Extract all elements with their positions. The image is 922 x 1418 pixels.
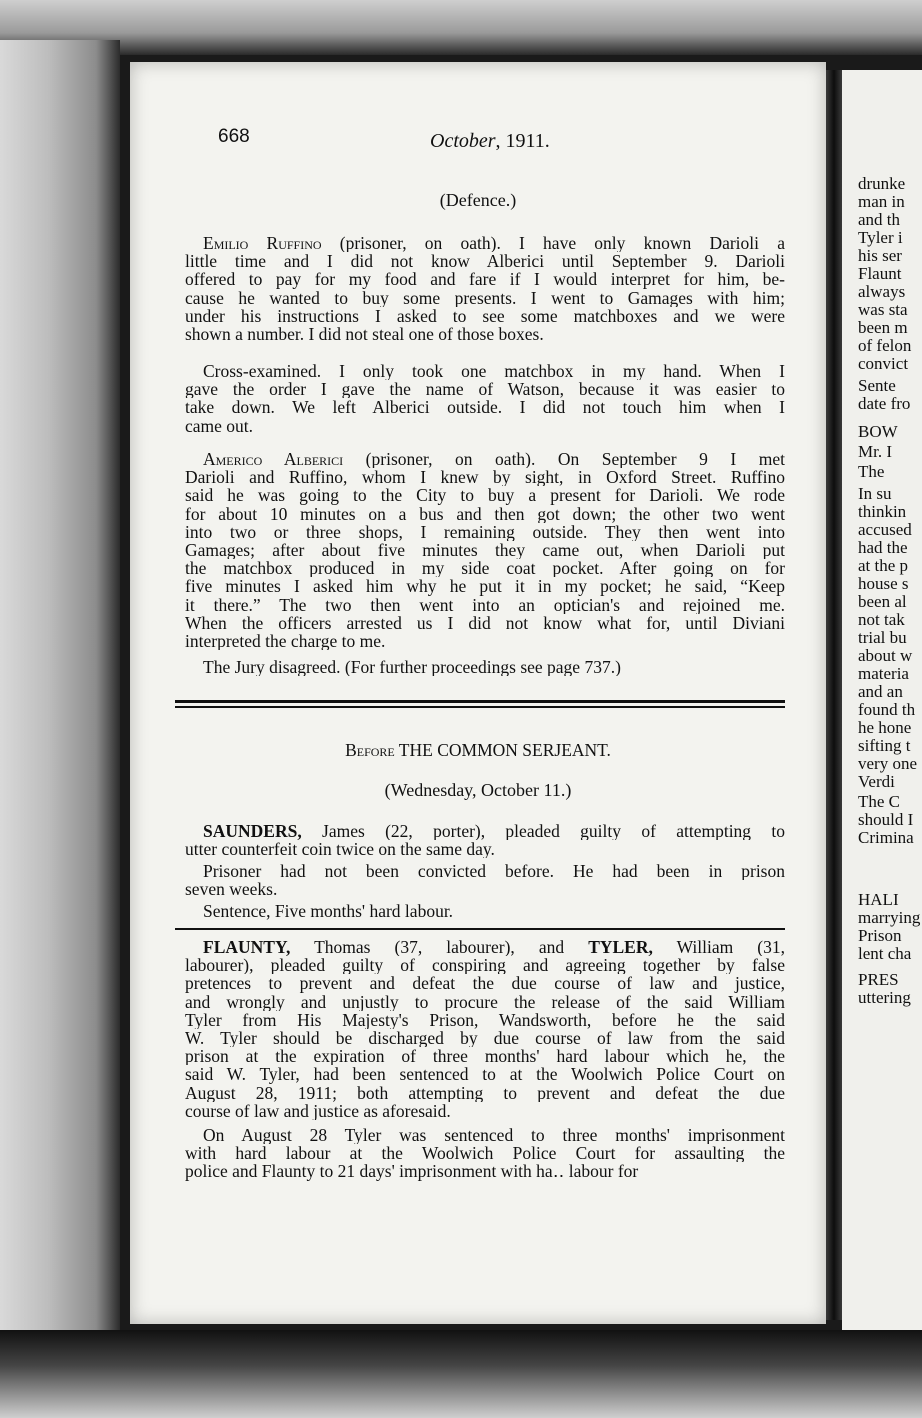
right-page-line: trial bu — [858, 628, 907, 647]
text-line — [185, 468, 785, 486]
right-page-line: his ser — [858, 246, 902, 265]
line-text: for about 10 minutes on a bus and then got down; the other two went — [185, 504, 785, 523]
text-line — [185, 325, 785, 343]
right-page-line: been al — [858, 592, 907, 611]
name-small-caps: Emilio Ruffino — [203, 234, 322, 253]
right-page-line: was sta — [858, 300, 908, 319]
text-line — [185, 974, 785, 992]
text-line — [185, 1047, 785, 1065]
text-line — [185, 1102, 785, 1120]
name-bold: FLAUNTY, — [203, 938, 291, 957]
running-head-month: October — [430, 130, 496, 152]
saunders-paragraph — [185, 822, 785, 858]
double-rule-bottom — [175, 706, 785, 708]
text-line — [185, 1029, 785, 1047]
text-line — [185, 234, 785, 252]
right-page-line: been m — [858, 318, 908, 337]
text-line — [185, 289, 785, 307]
text-line — [185, 252, 785, 270]
right-page-line: Flaunt — [858, 264, 902, 283]
text-line — [185, 822, 785, 840]
text-line: On August 28 Tyler was sentenced to three months' imprisonment — [203, 1126, 785, 1145]
scanner-margin-left — [0, 40, 120, 1340]
running-head — [430, 130, 550, 153]
line-text: utter counterfeit coin twice on the same day. — [185, 840, 495, 859]
right-page-line: Prison — [858, 926, 902, 945]
court-heading — [130, 740, 826, 761]
line-text: course of law and justice as aforesaid. — [185, 1101, 451, 1120]
line-text: Tyler from His Majesty's Prison, Wandsworth, before he the said — [185, 1010, 785, 1029]
text-line: police and Flaunty to 21 days' imprisonment with ha․․ labour for — [185, 1162, 639, 1181]
line-text: labourer), pleaded guilty of conspiring and agreeing together by false — [185, 956, 785, 975]
right-page-line: PRES — [858, 970, 899, 989]
line-text: Thomas (37, labourer), and — [290, 938, 589, 957]
text-line — [185, 270, 785, 288]
section-defence: (Defence.) — [439, 190, 517, 210]
right-page-line: and an — [858, 682, 903, 701]
scanner-margin-top — [0, 0, 922, 55]
right-page-line: had the — [858, 538, 908, 557]
line-text: under his instructions I asked to see some matchboxes and we were — [185, 306, 785, 325]
book-spine — [826, 70, 842, 1320]
line-text: and wrongly and unjustly to procure the release of the said William — [185, 992, 785, 1011]
right-page-line: In su — [858, 484, 892, 503]
line-text: prison at the expiration of three months' hard labour which he, the — [185, 1047, 785, 1066]
line-text: W. Tyler should be discharged by due course of law from the said — [185, 1028, 785, 1048]
right-page-line: at the p — [858, 556, 909, 575]
court-heading-rest: THE COMMON SERJEANT. — [394, 740, 611, 760]
text-line: take down. We left Alberici outside. I did not touch him when I — [185, 398, 785, 417]
line-text: shown a number. I did not steal one of those boxes. — [185, 324, 544, 344]
right-page-line: Crimina — [858, 828, 914, 847]
name-small-caps: Americo Alberici — [203, 450, 344, 469]
text-line: with hard labour at the Woolwich Police Court for assaulting the — [185, 1144, 785, 1163]
double-rule-top — [175, 700, 785, 703]
saunders-sentence-wrap — [185, 902, 785, 920]
right-page-line: found th — [858, 700, 916, 719]
line-text: August 28, 1911; both attempting to prevent and defeat the due — [185, 1083, 785, 1102]
right-page-line: house s — [858, 574, 909, 593]
court-heading-before: Before — [345, 740, 395, 760]
saunders-sentence: Sentence, Five months' hard labour. — [203, 902, 454, 921]
right-page-line: and th — [858, 210, 901, 229]
line-text: offered to pay for my food and fare if I would interpret for him, be- — [185, 270, 785, 289]
right-page-line: Mr. I — [858, 442, 892, 461]
right-page-line: uttering — [858, 988, 911, 1007]
text-line — [185, 505, 785, 523]
text-line: Cross-examined. I only took one matchbox in my hand. When I — [203, 362, 785, 381]
text-line: gave the order I gave the name of Watson, because it was easier to — [185, 380, 785, 399]
line-text: interpreted the charge to me. — [185, 631, 386, 651]
right-page-line: drunke — [858, 174, 906, 193]
text-line — [185, 1011, 785, 1029]
jury-line: The Jury disagreed. (For further proceedings see page 737.) — [203, 658, 621, 677]
text-line — [185, 840, 785, 858]
saunders-note — [185, 862, 785, 898]
right-page-line: marrying — [858, 908, 921, 927]
right-page-line: date fro — [858, 394, 911, 413]
right-page-line: not tak — [858, 610, 905, 629]
name-bold: SAUNDERS, — [203, 822, 302, 841]
text-line — [185, 614, 785, 632]
line-text: it there.” The two then went into an optician's and rejoined me. — [185, 595, 785, 614]
scanner-margin-bottom — [0, 1330, 922, 1418]
jury-line-wrap — [185, 658, 785, 676]
ruffino-paragraph — [185, 234, 785, 343]
line-text: said W. Tyler, had been sentenced to at the Woolwich Police Court on — [185, 1065, 785, 1084]
line-text: little time and I did not know Alberici until September 9. Darioli — [185, 252, 785, 271]
text-line — [185, 486, 785, 504]
text-line — [185, 450, 785, 468]
text-line — [185, 938, 785, 956]
text-line — [185, 577, 785, 595]
text-line — [185, 596, 785, 614]
line-text: into two or three shops, I remaining outside. They then went into — [185, 522, 785, 541]
text-line: came out. — [185, 416, 254, 435]
left-page — [130, 62, 826, 1324]
right-page-line: HALI — [858, 890, 899, 909]
text-line — [185, 993, 785, 1011]
right-page-line: Verdi — [858, 772, 895, 791]
text-line — [185, 1065, 785, 1083]
text-line — [185, 632, 785, 650]
line-text: cause he wanted to buy some presents. I went to Gamages with him; — [185, 288, 785, 307]
line-text: five minutes I asked him why he put it in my pocket; he said, “Keep — [185, 577, 785, 596]
line-text: William (31, — [652, 938, 785, 957]
flaunty-tyler-paragraph — [185, 938, 785, 1120]
right-page-fragment — [842, 70, 922, 1330]
right-page-line: convict — [858, 354, 909, 373]
line-text: said he was going to the City to buy a present for Darioli. We rode — [185, 486, 785, 505]
right-page-line: The — [858, 462, 885, 481]
text-line — [185, 523, 785, 541]
right-page-line: always — [858, 282, 906, 301]
right-page-line: Sente — [858, 376, 896, 395]
single-rule — [175, 928, 785, 930]
text-line: Prisoner had not been convicted before. He had been in prison — [203, 862, 785, 881]
right-page-line: man in — [858, 192, 905, 211]
right-page-line: of felon — [858, 336, 912, 355]
right-page-line: The C — [858, 792, 901, 811]
text-line — [185, 1084, 785, 1102]
line-text: Gamages; after about five minutes they came out, when Darioli put — [185, 540, 785, 560]
running-head-sep: , — [495, 130, 501, 152]
right-page-line: about w — [858, 646, 913, 665]
line-text: the matchbox produced in my side coat pocket. After going on for — [185, 559, 785, 578]
line-text: James (22, porter), pleaded guilty of attempting to — [301, 822, 785, 841]
right-page-line: sifting t — [858, 736, 911, 755]
line-text: (prisoner, on oath). On September 9 I met — [343, 450, 785, 469]
right-page-line: BOW — [858, 422, 898, 441]
right-page-line: thinkin — [858, 502, 907, 521]
line-text: (prisoner, on oath). I have only known Darioli a — [321, 234, 785, 253]
text-line — [185, 956, 785, 974]
august-28-paragraph — [185, 1126, 785, 1181]
alberici-paragraph — [185, 450, 785, 650]
right-page-line: accused — [858, 520, 912, 539]
line-text: When the officers arrested us I did not know what for, until Diviani — [185, 613, 785, 632]
name-bold: TYLER, — [588, 938, 653, 957]
text-line — [185, 559, 785, 577]
text-line: seven weeks. — [185, 880, 278, 899]
right-page-line: materia — [858, 664, 909, 683]
line-text: Darioli and Ruffino, whom I knew by sight, in Oxford Street. Ruffino — [185, 468, 785, 487]
text-line — [185, 307, 785, 325]
line-text: pretences to prevent and defeat the due course of law and justice, — [185, 974, 785, 993]
page-number: 668 — [218, 126, 250, 147]
cross-examined-paragraph — [185, 362, 785, 435]
running-head-year: 1911. — [500, 130, 550, 152]
right-page-line: lent cha — [858, 944, 912, 963]
right-page-line: very one — [858, 754, 918, 773]
text-line — [185, 541, 785, 559]
right-page-line: Tyler i — [858, 228, 903, 247]
date-heading: (Wednesday, October 11.) — [384, 780, 572, 800]
right-page-line: should I — [858, 810, 914, 829]
right-page-line: he hone — [858, 718, 912, 737]
